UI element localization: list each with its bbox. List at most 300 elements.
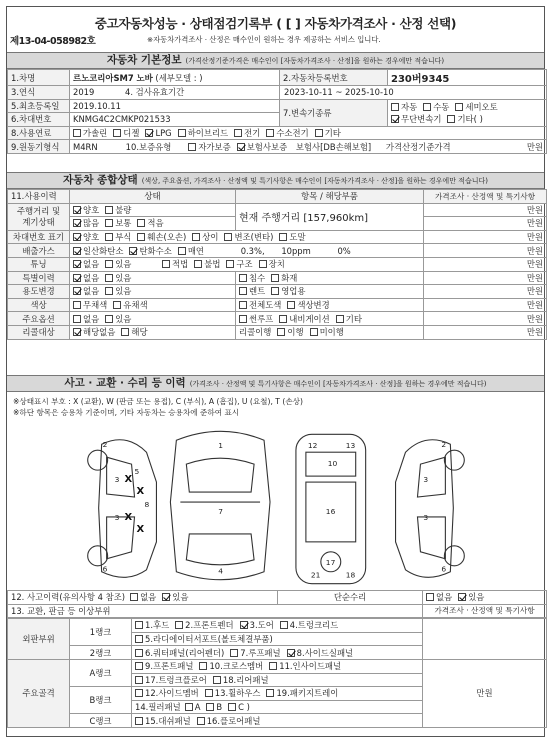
emission-options <box>73 246 210 256</box>
checkbox-option[interactable] <box>280 620 338 630</box>
unchecked-box-icon[interactable] <box>135 635 143 643</box>
part-number: 3 <box>423 512 429 522</box>
checkbox-label: 자동 <box>401 101 418 112</box>
wheel-icon <box>88 450 108 470</box>
checkbox-option[interactable] <box>230 648 280 658</box>
main-options-options <box>70 312 236 326</box>
checkbox-label: 없음 <box>83 272 100 283</box>
main-frame-price: 만원 <box>423 659 547 727</box>
checkbox-label: 있음 <box>115 272 132 283</box>
status-table <box>7 189 544 340</box>
part-number: 2 <box>102 440 108 450</box>
unchecked-box-icon[interactable] <box>105 274 113 282</box>
part-number: 12 <box>307 441 318 451</box>
unchecked-box-icon[interactable] <box>113 129 121 137</box>
rank-b-options-a <box>132 687 423 701</box>
checkbox-option[interactable] <box>135 661 193 671</box>
checkbox-label: 디젤 <box>123 128 140 139</box>
checkbox-option[interactable] <box>447 114 482 124</box>
mileage-options <box>70 217 236 231</box>
recall-done-label: 리콜이행 <box>239 327 272 338</box>
checkbox-option[interactable] <box>135 620 169 630</box>
checkbox-label: 15.대쉬패널 <box>145 715 191 726</box>
basic-info-table <box>7 69 544 154</box>
checkbox-option[interactable] <box>137 232 186 242</box>
checkbox-option[interactable] <box>105 273 131 283</box>
checkbox-option[interactable] <box>266 688 338 698</box>
unchecked-box-icon[interactable] <box>266 129 274 137</box>
unchecked-box-icon[interactable] <box>455 103 463 111</box>
unchecked-box-icon[interactable] <box>135 649 143 657</box>
car-left-window-rear <box>107 517 135 559</box>
section-status-bar <box>7 172 544 189</box>
checked-box-icon[interactable] <box>73 274 81 282</box>
checkbox-option[interactable] <box>73 273 99 283</box>
checkbox-option[interactable] <box>239 314 273 324</box>
checkbox-option[interactable] <box>73 205 99 215</box>
section-title: 자동차 종합상태 <box>63 174 138 186</box>
checkbox-option[interactable] <box>73 327 115 337</box>
rank-1-options-a <box>132 619 423 633</box>
section-basic-info-bar <box>7 52 544 69</box>
unchecked-box-icon[interactable] <box>73 129 81 137</box>
part-number: 3 <box>423 475 429 485</box>
unchecked-box-icon[interactable] <box>192 233 200 241</box>
unchecked-box-icon[interactable] <box>105 315 113 323</box>
checkbox-option[interactable] <box>73 246 123 256</box>
legend-line-2: ※하단 항목은 승용차 기준이며, 기타 자동차는 승용차에 준하여 표시 <box>13 408 240 417</box>
color-label: 색상 <box>8 298 70 312</box>
unchecked-box-icon[interactable] <box>228 703 236 711</box>
unchecked-box-icon[interactable] <box>224 233 232 241</box>
checkbox-option[interactable] <box>178 128 228 138</box>
checkbox-label: 10.크로스멤버 <box>209 661 264 672</box>
checkbox-option[interactable] <box>73 314 99 324</box>
checkbox-option[interactable] <box>205 688 261 698</box>
accident-label: 12. 사고이력(유의사항 4 참조) <box>11 592 126 603</box>
unchecked-box-icon[interactable] <box>121 328 129 336</box>
checkbox-option[interactable] <box>194 259 220 269</box>
status-head-detail: 항목 / 해당부품 <box>236 190 424 204</box>
checkbox-label: 구조 <box>236 259 253 270</box>
parts-title: 13. 교환, 판금 등 이상부위 <box>8 604 423 618</box>
use-change-detail <box>236 285 424 299</box>
checkbox-option[interactable] <box>121 327 147 337</box>
price-cell: 만원 <box>424 203 547 217</box>
outer-price <box>423 619 547 660</box>
checkbox-option[interactable] <box>336 314 362 324</box>
rank-c-options <box>132 714 423 728</box>
checkbox-label: 있음 <box>115 259 132 270</box>
checkbox-label: 렌트 <box>249 286 266 297</box>
odometer-label-1: 주행거리 및 <box>16 205 61 216</box>
checkbox-option[interactable] <box>287 300 329 310</box>
unchecked-box-icon[interactable] <box>105 233 113 241</box>
unchecked-box-icon[interactable] <box>113 301 121 309</box>
unchecked-box-icon[interactable] <box>447 115 455 123</box>
checkbox-label: 5.라디에이터서포트(볼트체결부품) <box>145 634 273 645</box>
rank-2-label: 2랭크 <box>70 646 132 660</box>
unchecked-box-icon[interactable] <box>135 662 143 670</box>
unchecked-box-icon[interactable] <box>135 676 143 684</box>
unchecked-box-icon[interactable] <box>105 219 113 227</box>
unchecked-box-icon[interactable] <box>279 233 287 241</box>
unchecked-box-icon[interactable] <box>426 593 434 601</box>
checkbox-label: 없음 <box>83 259 100 270</box>
checkbox-option[interactable] <box>199 661 263 671</box>
unchecked-box-icon[interactable] <box>199 662 207 670</box>
warranty-label: 10.보증유형 <box>125 141 172 152</box>
section-title: 사고 · 교환 · 수리 등 이력 <box>64 377 186 389</box>
simple-repair-label: 단순수리 <box>278 591 423 605</box>
checkbox-label: 썬루프 <box>249 313 274 324</box>
unchecked-box-icon[interactable] <box>188 143 196 151</box>
engine-label: 9.원동기형식 <box>8 140 70 154</box>
checked-box-icon[interactable] <box>391 115 399 123</box>
checkbox-label: 전체도색 <box>249 300 282 311</box>
checked-box-icon[interactable] <box>73 287 81 295</box>
checkbox-label: 기타( ) <box>457 113 483 124</box>
checkbox-option[interactable] <box>129 246 171 256</box>
checkbox-option[interactable] <box>206 702 222 712</box>
checkbox-label: 많음 <box>83 218 100 229</box>
checkbox-option[interactable] <box>224 232 273 242</box>
unchecked-box-icon[interactable] <box>287 301 295 309</box>
vin-mark-options <box>70 230 424 244</box>
checkbox-label: 없음 <box>436 592 453 603</box>
checkbox-label: 이행 <box>287 327 304 338</box>
checkbox-label: 매연 <box>187 245 205 256</box>
rank-c-label: C랭크 <box>70 714 132 728</box>
trans-label: 7.변속기종류 <box>280 99 388 126</box>
checkbox-option[interactable] <box>310 327 344 337</box>
unchecked-box-icon[interactable] <box>206 703 214 711</box>
unchecked-box-icon[interactable] <box>162 260 170 268</box>
checkbox-label: LPG <box>155 128 172 139</box>
part-number: 13 <box>345 441 356 451</box>
checkbox-label: 영업용 <box>281 286 306 297</box>
unchecked-box-icon[interactable] <box>178 129 186 137</box>
unchecked-box-icon[interactable] <box>239 274 247 282</box>
checkbox-option[interactable] <box>130 592 156 602</box>
unchecked-box-icon[interactable] <box>73 315 81 323</box>
special-history-label: 특별이력 <box>8 271 70 285</box>
checkbox-option[interactable] <box>105 286 131 296</box>
checkbox-label: 17.트렁크플로어 <box>145 674 207 685</box>
checkbox-option[interactable] <box>455 102 497 112</box>
checked-box-icon[interactable] <box>458 593 466 601</box>
unchecked-box-icon[interactable] <box>336 315 344 323</box>
price-cell: 만원 <box>424 312 547 326</box>
unchecked-box-icon[interactable] <box>423 103 431 111</box>
checkbox-option[interactable] <box>113 300 147 310</box>
unchecked-box-icon[interactable] <box>239 301 247 309</box>
unchecked-box-icon[interactable] <box>266 689 274 697</box>
checkbox-option[interactable] <box>135 716 191 726</box>
unchecked-box-icon[interactable] <box>226 260 234 268</box>
special-history-options <box>70 271 236 285</box>
checkbox-label: 양호 <box>83 204 100 215</box>
checkbox-option[interactable] <box>391 114 441 124</box>
checkbox-option[interactable] <box>426 592 452 602</box>
checkbox-label: 세미오토 <box>465 101 498 112</box>
tuning-options <box>73 259 137 269</box>
tuning-row <box>70 257 424 271</box>
checkbox-option[interactable] <box>73 300 107 310</box>
unchecked-box-icon[interactable] <box>194 260 202 268</box>
recall-options <box>70 325 236 339</box>
unchecked-box-icon[interactable] <box>135 621 143 629</box>
checkbox-option[interactable] <box>135 688 199 698</box>
pillar-label: 14.필러패널 <box>135 702 181 713</box>
rank-b-label: B랭크 <box>70 687 132 714</box>
checkbox-label: 자가보증 <box>198 141 231 152</box>
checkbox-label: 보통 <box>115 218 132 229</box>
unchecked-box-icon[interactable] <box>185 703 193 711</box>
unchecked-box-icon[interactable] <box>315 129 323 137</box>
checkbox-option[interactable] <box>228 702 250 712</box>
unchecked-box-icon[interactable] <box>205 689 213 697</box>
checkbox-option[interactable] <box>266 128 308 138</box>
checkbox-label: 있음 <box>115 286 132 297</box>
checkbox-option[interactable] <box>259 259 285 269</box>
checkbox-label: 수동 <box>433 101 450 112</box>
checkbox-option[interactable] <box>73 232 99 242</box>
fuel-label: 8.사용연료 <box>8 126 70 140</box>
checkbox-option[interactable] <box>240 620 274 630</box>
checkbox-option[interactable] <box>315 128 341 138</box>
unchecked-box-icon[interactable] <box>279 315 287 323</box>
checkbox-option[interactable] <box>279 232 305 242</box>
wheel-icon <box>444 546 464 566</box>
checkbox-option[interactable] <box>192 232 218 242</box>
checkbox-label: 있음 <box>115 313 132 324</box>
checkbox-option[interactable] <box>239 273 265 283</box>
unchecked-box-icon[interactable] <box>135 689 143 697</box>
checkbox-label: 9.프론트패널 <box>145 661 194 672</box>
rank-a-label: A랭크 <box>70 659 132 686</box>
checkbox-option[interactable] <box>287 648 354 658</box>
checkbox-label: 19.패키지트레이 <box>276 688 339 699</box>
checkbox-label: 없음 <box>140 592 157 603</box>
checked-box-icon[interactable] <box>129 247 137 255</box>
unchecked-box-icon[interactable] <box>130 593 138 601</box>
checkbox-label: 내비게이션 <box>289 313 330 324</box>
checkbox-label: 없음 <box>83 286 100 297</box>
unchecked-box-icon[interactable] <box>105 260 113 268</box>
checkbox-label: 12.사이드멤버 <box>145 688 199 699</box>
checkbox-option[interactable] <box>178 246 204 256</box>
main-options-label: 주요옵션 <box>8 312 70 326</box>
checkbox-option[interactable] <box>239 286 265 296</box>
pillar-options <box>185 702 256 712</box>
checkbox-option[interactable] <box>105 205 131 215</box>
checkbox-label: 도말 <box>289 232 306 243</box>
price-unit: 만원 <box>526 141 543 152</box>
checkbox-option[interactable] <box>135 634 273 644</box>
unchecked-box-icon[interactable] <box>230 649 238 657</box>
unchecked-box-icon[interactable] <box>280 621 288 629</box>
checked-box-icon[interactable] <box>73 233 81 241</box>
part-number: 1 <box>218 441 223 451</box>
checkbox-option[interactable] <box>162 259 188 269</box>
vin-label: 6.차대번호 <box>8 113 70 127</box>
price-cell: 만원 <box>424 325 547 339</box>
checkbox-label: 적법 <box>172 259 189 270</box>
checkbox-label: 1.후드 <box>145 620 170 631</box>
checkbox-option[interactable] <box>269 661 341 671</box>
unchecked-box-icon[interactable] <box>137 219 145 227</box>
checkbox-label: 11.인사이드패널 <box>279 661 342 672</box>
checkbox-label: 무단변속기 <box>401 113 442 124</box>
unchecked-box-icon[interactable] <box>310 328 318 336</box>
unchecked-box-icon[interactable] <box>137 233 145 241</box>
checkbox-option[interactable] <box>135 675 207 685</box>
checkbox-option[interactable] <box>234 128 260 138</box>
odometer-label-2: 계기상태 <box>22 216 55 227</box>
valid-value: 2023-10-11 ~ 2025-10-10 <box>280 86 547 100</box>
checkbox-label: 적음 <box>147 218 164 229</box>
checkbox-option[interactable] <box>279 314 329 324</box>
checkbox-option[interactable] <box>271 273 297 283</box>
checkbox-label: 양호 <box>83 232 100 243</box>
price-cell: 만원 <box>424 230 547 244</box>
checkbox-label: 색상변경 <box>297 300 330 311</box>
special-history-detail <box>236 271 424 285</box>
unchecked-box-icon[interactable] <box>271 274 279 282</box>
checkbox-label: 침수 <box>249 272 266 283</box>
vin-value: KNMG4C2CMKP021533 <box>70 113 280 127</box>
checkbox-option[interactable] <box>105 259 131 269</box>
checkbox-option[interactable] <box>73 218 99 228</box>
unchecked-box-icon[interactable] <box>269 662 277 670</box>
checkbox-option[interactable] <box>105 218 131 228</box>
unchecked-box-icon[interactable] <box>73 301 81 309</box>
unchecked-box-icon[interactable] <box>239 315 247 323</box>
checkbox-option[interactable] <box>271 286 305 296</box>
regdate-value: 2019.10.11 <box>70 99 280 113</box>
checkbox-option[interactable] <box>277 327 303 337</box>
checkbox-option[interactable] <box>73 286 99 296</box>
plate-value: 230버9345 <box>388 70 547 86</box>
checked-box-icon[interactable] <box>162 593 170 601</box>
checkbox-option[interactable] <box>226 259 252 269</box>
checkbox-option[interactable] <box>73 128 107 138</box>
use-change-options <box>70 285 236 299</box>
checked-box-icon[interactable] <box>287 649 295 657</box>
fuel-options <box>70 126 547 140</box>
checked-box-icon[interactable] <box>73 206 81 214</box>
price-cell: 만원 <box>424 257 547 271</box>
mark-exchange: X <box>136 486 145 498</box>
checkbox-option[interactable] <box>197 716 261 726</box>
checkbox-option[interactable] <box>145 128 171 138</box>
checkbox-label: 있음 <box>172 592 189 603</box>
price-cell: 만원 <box>424 271 547 285</box>
checkbox-option[interactable] <box>458 592 484 602</box>
part-number: 3 <box>114 475 120 485</box>
section-note: (가격산정기준가격은 매수인이 [자동차가격조사 · 산정]을 원하는 경우에만 적습니다) <box>185 57 445 65</box>
checkbox-option[interactable] <box>135 648 224 658</box>
checkbox-option[interactable] <box>239 300 281 310</box>
checkbox-label: C ) <box>238 702 250 713</box>
price-cell: 만원 <box>424 298 547 312</box>
unchecked-box-icon[interactable] <box>213 676 221 684</box>
checkbox-label: 화재 <box>281 272 298 283</box>
price-cell: 만원 <box>424 217 547 231</box>
checkbox-label: 훼손(오손) <box>147 232 187 243</box>
unchecked-box-icon[interactable] <box>391 103 399 111</box>
part-number: 7 <box>218 506 223 516</box>
recall-done-options <box>277 327 349 337</box>
checked-box-icon[interactable] <box>73 219 81 227</box>
accident-options <box>130 592 194 602</box>
model-cell <box>70 70 280 86</box>
unchecked-box-icon[interactable] <box>105 206 113 214</box>
checkbox-label: B <box>216 702 223 713</box>
checked-box-icon[interactable] <box>73 247 81 255</box>
checkbox-option[interactable] <box>237 142 287 152</box>
checkbox-label: 수소전기 <box>276 128 309 139</box>
checkbox-option[interactable] <box>213 675 269 685</box>
checked-box-icon[interactable] <box>237 143 245 151</box>
unchecked-box-icon[interactable] <box>178 247 186 255</box>
regdate-label: 5.최초등록일 <box>8 99 70 113</box>
unchecked-box-icon[interactable] <box>197 717 205 725</box>
checked-box-icon[interactable] <box>73 328 81 336</box>
mark-exchange: X <box>124 511 133 523</box>
checkbox-label: 유채색 <box>123 300 148 311</box>
checkbox-option[interactable] <box>73 259 99 269</box>
checkbox-option[interactable] <box>105 232 131 242</box>
checkbox-label: A <box>194 702 201 713</box>
rank-b-row-b <box>132 700 423 714</box>
unchecked-box-icon[interactable] <box>175 621 183 629</box>
checkbox-option[interactable] <box>188 142 230 152</box>
unchecked-box-icon[interactable] <box>259 260 267 268</box>
checked-box-icon[interactable] <box>145 129 153 137</box>
checkbox-option[interactable] <box>175 620 233 630</box>
checkbox-option[interactable] <box>391 102 417 112</box>
unchecked-box-icon[interactable] <box>271 287 279 295</box>
price-cell: 만원 <box>424 285 547 299</box>
unchecked-box-icon[interactable] <box>234 129 242 137</box>
checkbox-option[interactable] <box>105 314 131 324</box>
checkbox-option[interactable] <box>185 702 201 712</box>
unchecked-box-icon[interactable] <box>135 717 143 725</box>
accident-table <box>7 590 544 728</box>
checked-box-icon[interactable] <box>240 621 248 629</box>
color-options <box>70 298 236 312</box>
checkbox-option[interactable] <box>113 128 139 138</box>
unchecked-box-icon[interactable] <box>239 287 247 295</box>
checkbox-label: 기타 <box>324 128 341 139</box>
checkbox-label: 무채색 <box>83 300 108 311</box>
price-label: 가격산정기준가격 <box>385 141 451 152</box>
part-number: 21 <box>310 570 321 580</box>
checkbox-option[interactable] <box>162 592 188 602</box>
mark-exchange: X <box>124 474 133 486</box>
unchecked-box-icon[interactable] <box>277 328 285 336</box>
rank-2-options <box>132 646 423 660</box>
section-note: (색상, 주요옵션, 가격조사 · 산정액 및 특기사항은 매수인이 [자동차가격조사 · 산정]을 원하는 경우에만 적습니다) <box>141 177 488 185</box>
checkbox-option[interactable] <box>137 218 163 228</box>
checked-box-icon[interactable] <box>73 260 81 268</box>
unchecked-box-icon[interactable] <box>105 287 113 295</box>
checkbox-option[interactable] <box>423 102 449 112</box>
document-number: 제13-04-058982호 <box>10 36 96 47</box>
part-number: 6 <box>441 564 447 574</box>
